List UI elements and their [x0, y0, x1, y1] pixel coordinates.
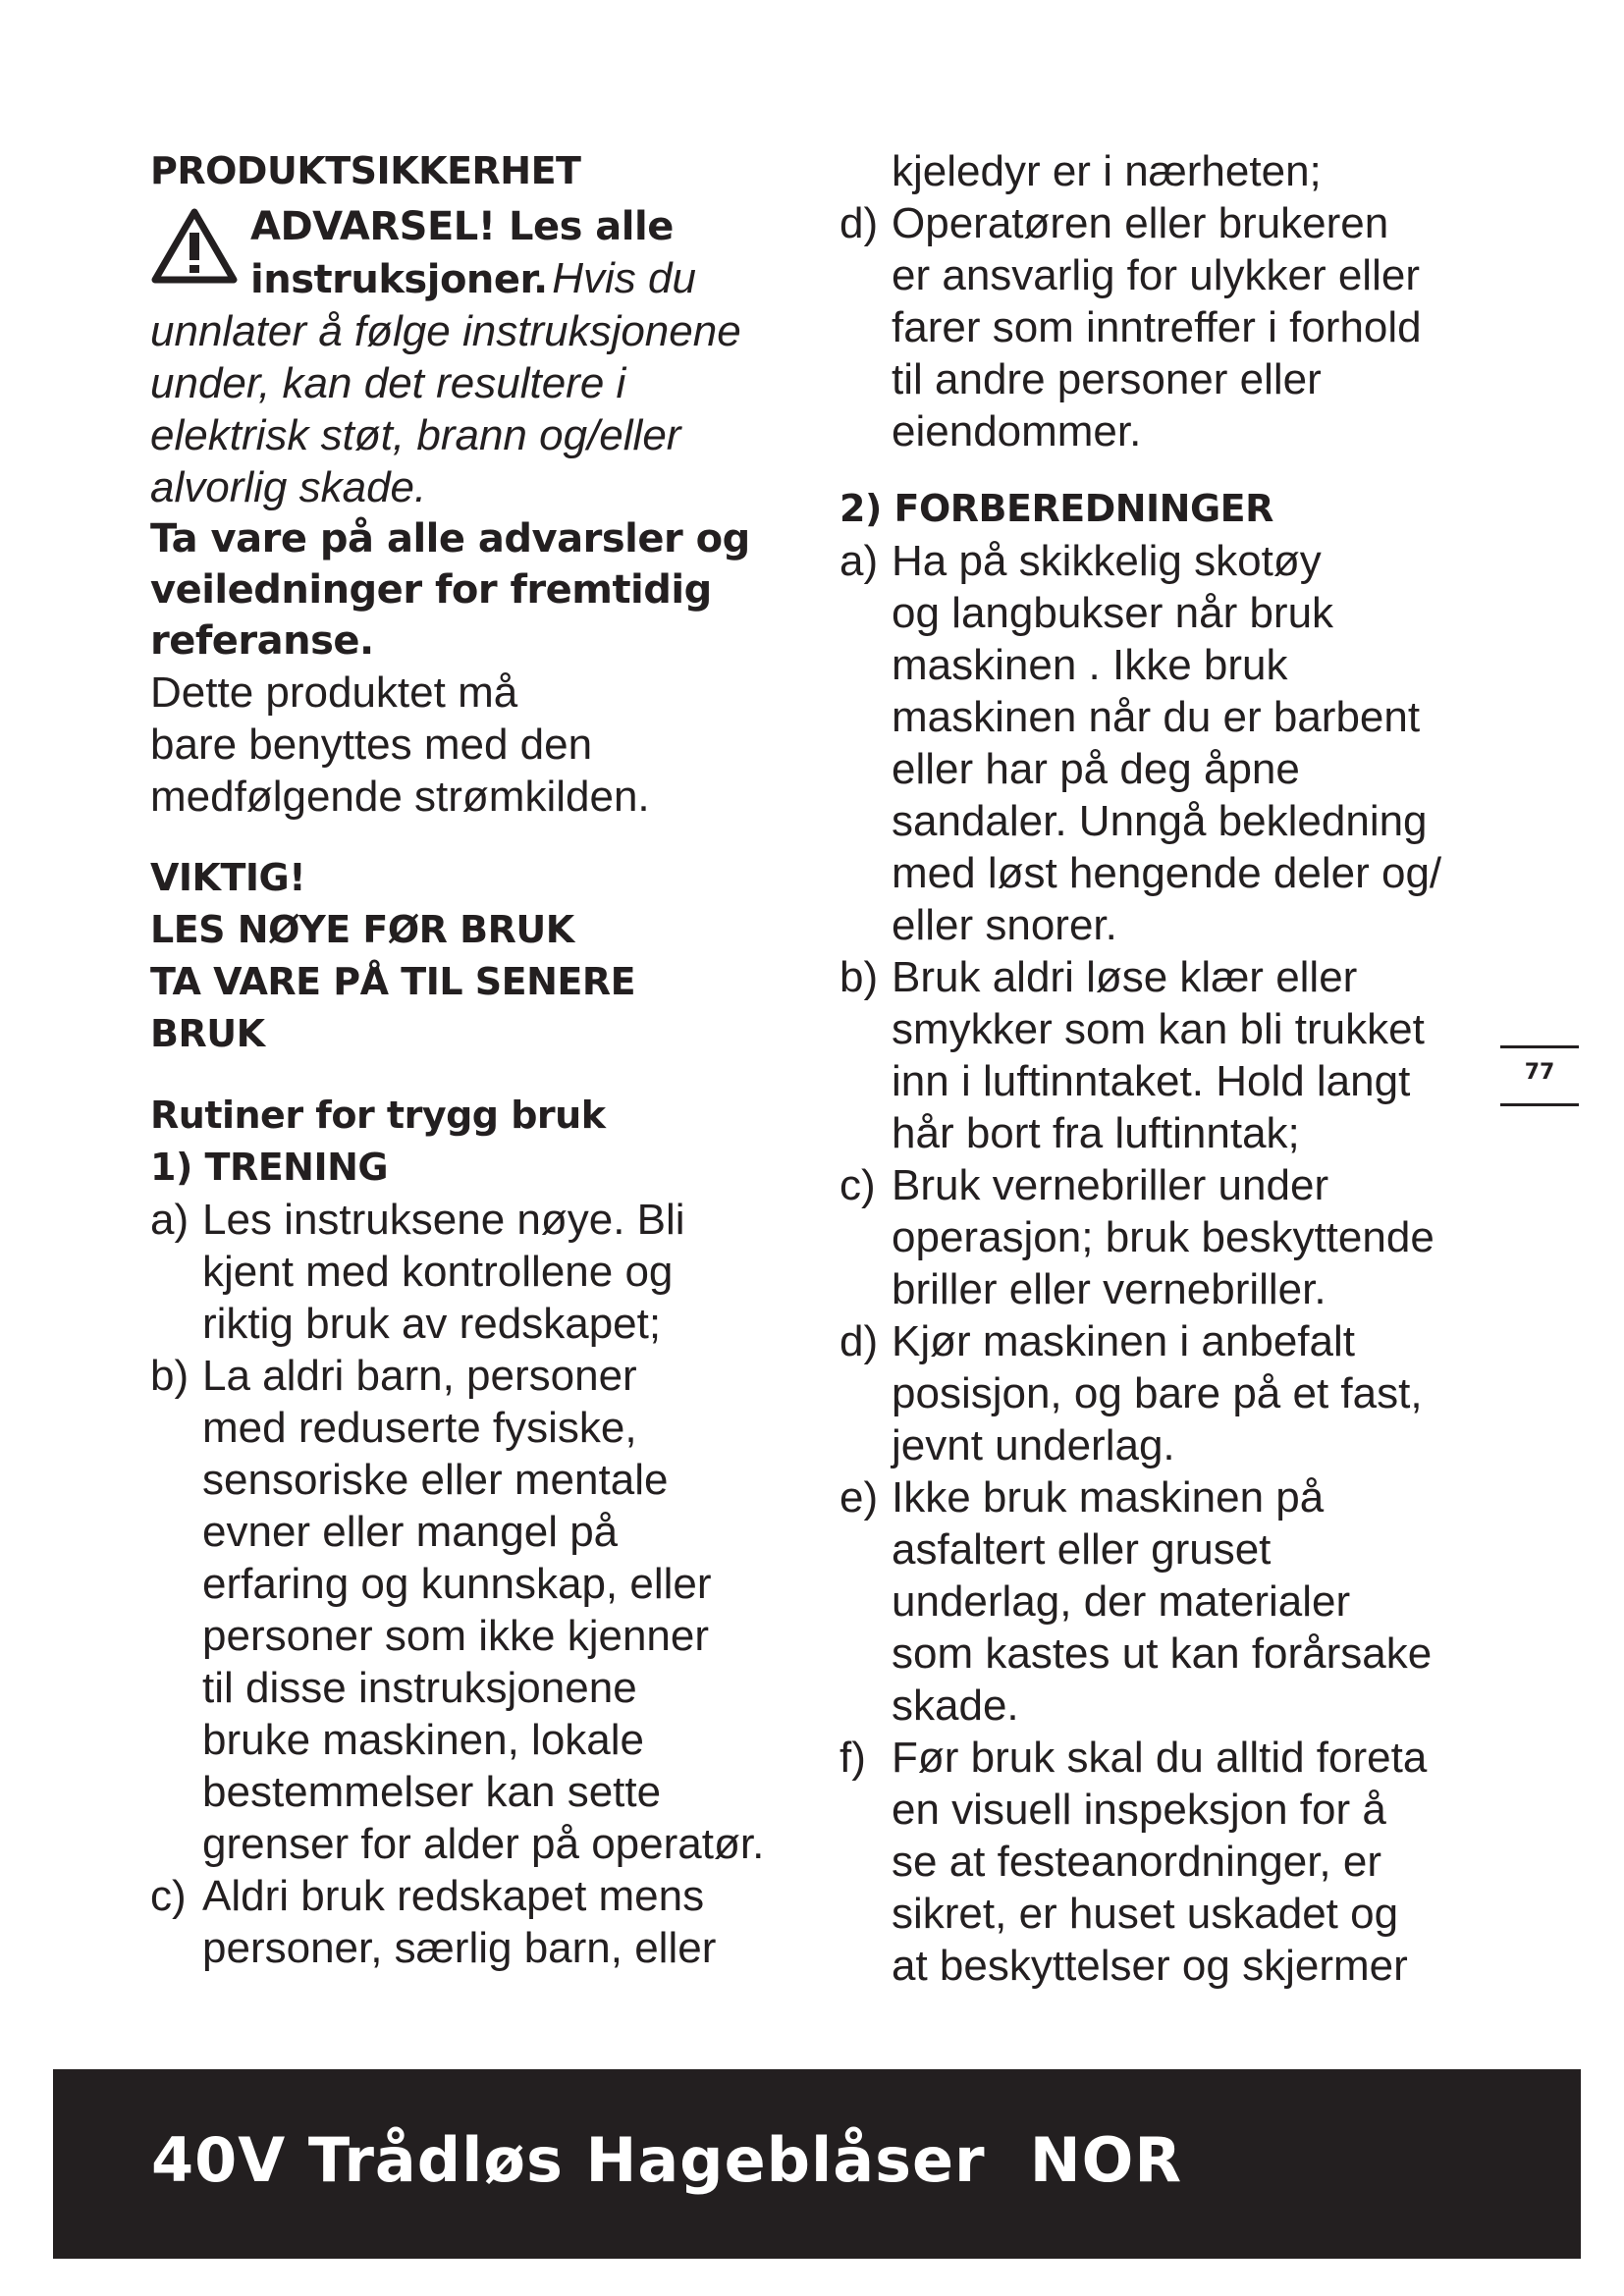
list-line: smykker som kan bli trukket: [892, 1005, 1425, 1053]
warning-italic-line-4: elektrisk støt, brann og/eller: [150, 411, 681, 459]
list-label: b): [150, 1352, 189, 1400]
list-line: Før bruk skal du alltid foreta: [892, 1734, 1428, 1782]
prep-item-a: [839, 535, 1507, 951]
list-item-a: [150, 1194, 818, 1350]
list-label: c): [150, 1872, 187, 1920]
list-line: underlag, der materialer: [892, 1577, 1351, 1626]
warning-triangle-icon: [150, 207, 239, 294]
list-line: grenser for alder på operatør.: [202, 1820, 765, 1868]
list-line: asfaltert eller gruset: [892, 1525, 1272, 1574]
list-label: b): [839, 953, 879, 1001]
left-column: [150, 145, 818, 1974]
list-line: eiendommer.: [892, 407, 1142, 455]
list-label: f): [839, 1734, 866, 1782]
list-line: se at festeanordninger, er: [892, 1838, 1381, 1886]
list-label: c): [839, 1161, 876, 1209]
list-line: personer som ikke kjenner: [202, 1612, 710, 1660]
prep-item-c: [839, 1159, 1507, 1315]
list-line: Bruk vernebriller under: [892, 1161, 1329, 1209]
training-heading: 1) TRENING: [150, 1146, 389, 1189]
list-line: skade.: [892, 1682, 1019, 1730]
list-label: e): [839, 1473, 879, 1522]
list-line: Les instruksene nøye. Bli: [202, 1196, 685, 1244]
list-label: d): [839, 1317, 879, 1365]
list-line: sikret, er huset uskadet og: [892, 1890, 1399, 1938]
keep-line-1: Ta vare på alle advarsler og: [150, 516, 750, 561]
list-line: La aldri barn, personer: [202, 1352, 637, 1400]
footer-bar: [53, 2069, 1581, 2259]
list-line: sensoriske eller mentale: [202, 1456, 669, 1504]
preparations-heading: 2) FORBEREDNINGER: [839, 487, 1273, 530]
list-line: Ha på skikkelig skotøy: [892, 537, 1322, 585]
routines-heading: Rutiner for trygg bruk: [150, 1094, 606, 1137]
prep-item-e: [839, 1471, 1507, 1732]
warning-block: [150, 201, 818, 305]
list-label: a): [839, 537, 879, 585]
list-line: er ansvarlig for ulykker eller: [892, 251, 1420, 299]
list-line: eller snorer.: [892, 901, 1117, 949]
list-line: en visuell inspeksjon for å: [892, 1786, 1386, 1834]
list-line: bestemmelser kan sette: [202, 1768, 662, 1816]
list-line: maskinen . Ikke bruk: [892, 641, 1288, 689]
warning-italic-line-2: unnlater å følge instruksjonene: [150, 307, 741, 355]
list-line: riktig bruk av redskapet;: [202, 1300, 662, 1348]
list-line: bruke maskinen, lokale: [202, 1716, 645, 1764]
list-item-b: [150, 1350, 818, 1870]
right-column: [839, 145, 1507, 1992]
list-line: personer, særlig barn, eller: [202, 1924, 717, 1972]
important-line-4: BRUK: [150, 1012, 265, 1055]
list-line: eller har på deg åpne: [892, 745, 1300, 793]
list-line: kjent med kontrollene og: [202, 1248, 674, 1296]
list-line: sandaler. Unngå bekledning: [892, 797, 1428, 845]
list-line: farer som inntreffer i forhold: [892, 303, 1422, 351]
warning-italic-line-1: Hvis du: [552, 254, 696, 302]
warning-italic-line-3: under, kan det resultere i: [150, 359, 626, 407]
source-line-2: bare benyttes med den: [150, 721, 593, 769]
footer-title: 40V Trådløs Hageblåser NOR: [151, 2124, 1183, 2196]
list-line: maskinen når du er barbent: [892, 693, 1421, 741]
warning-head-line-2: instruksjoner.: [250, 257, 548, 302]
list-line: til andre personer eller: [892, 355, 1322, 403]
list-line: posisjon, og bare på et fast,: [892, 1369, 1423, 1417]
list-line: Bruk aldri løse klær eller: [892, 953, 1358, 1001]
list-line: at beskyttelser og skjermer: [892, 1942, 1408, 1990]
list-line: Operatøren eller brukeren: [892, 199, 1389, 247]
source-line-3: medfølgende strømkilden.: [150, 773, 650, 821]
section-title: PRODUKTSIKKERHET: [150, 149, 581, 192]
list-line: evner eller mangel på: [202, 1508, 619, 1556]
keep-line-3: referanse.: [150, 618, 374, 664]
list-line: erfaring og kunnskap, eller: [202, 1560, 712, 1608]
prep-item-b: [839, 951, 1507, 1159]
important-line-2: LES NØYE FØR BRUK: [150, 908, 574, 951]
keep-line-2: veiledninger for fremtidig: [150, 567, 712, 613]
list-label: d): [839, 199, 879, 247]
important-line-3: TA VARE PÅ TIL SENERE: [150, 960, 636, 1003]
warning-head-line-1: ADVARSEL! Les alle: [250, 204, 674, 249]
list-line: til disse instruksjonene: [202, 1664, 637, 1712]
list-line: og langbukser når bruk: [892, 589, 1334, 637]
list-line: som kastes ut kan forårsake: [892, 1629, 1433, 1678]
list-line: Ikke bruk maskinen på: [892, 1473, 1325, 1522]
warning-italic-line-5: alvorlig skade.: [150, 463, 427, 511]
page-number: 77: [1500, 1045, 1579, 1106]
important-line-1: VIKTIG!: [150, 856, 306, 899]
list-line: med løst hengende deler og/: [892, 849, 1442, 897]
list-line: Aldri bruk redskapet mens: [202, 1872, 705, 1920]
list-label: a): [150, 1196, 189, 1244]
list-line: briller eller vernebriller.: [892, 1265, 1326, 1313]
list-line: med reduserte fysiske,: [202, 1404, 637, 1452]
list-item-d: [839, 197, 1507, 457]
list-item-c-continuation: kjeledyr er i nærheten;: [892, 147, 1322, 195]
prep-item-f: [839, 1732, 1507, 1992]
list-item-c: [150, 1870, 818, 1974]
list-line: operasjon; bruk beskyttende: [892, 1213, 1435, 1261]
list-line: Kjør maskinen i anbefalt: [892, 1317, 1355, 1365]
list-line: inn i luftinntaket. Hold langt: [892, 1057, 1411, 1105]
source-line-1: Dette produktet må: [150, 668, 518, 717]
list-line: jevnt underlag.: [892, 1421, 1175, 1469]
warning-head: [250, 201, 696, 305]
list-line: hår bort fra luftinntak;: [892, 1109, 1300, 1157]
prep-item-d: [839, 1315, 1507, 1471]
